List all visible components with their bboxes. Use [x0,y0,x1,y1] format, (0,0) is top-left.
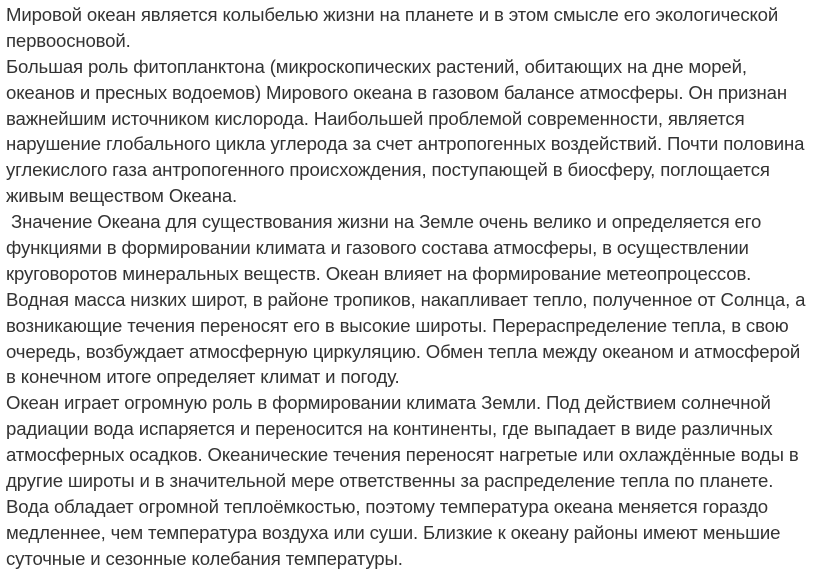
text-line: радиации вода испаряется и переносится на континенты, где выпадает в виде различных [6,418,773,440]
text-line: очередь, возбуждает атмосферную циркуляцию. Обмен тепла между океаном и атмосферой [6,340,801,362]
text-line: первоосновой. [6,29,131,51]
text-line: углекислого газа антропогенного происхождения, поступающей в биосферу, поглощается [6,159,770,181]
text-line: другие широты и в значительной мере ответственны за распределение тепла по планете. [6,470,774,492]
text-line: Вода обладает огромной теплоёмкостью, поэтому температура океана меняется гораздо [6,495,768,517]
text-line: круговоротов минеральных веществ. Океан влияет на формирование метеопроцессов. [6,262,752,284]
text-line: Значение Океана для существования жизни на Земле очень велико и определяется его [6,211,762,233]
text-line: суточные и сезонные колебания температуры. [6,547,403,569]
text-line: живым веществом Океана. [6,185,238,207]
paragraph-3 [6,209,828,390]
text-line: океанов и пресных водоемов) Мирового океана в газовом балансе атмосферы. Он признан [6,81,787,103]
paragraph-2 [6,54,828,209]
text-line: возникающие течения переносят его в высокие широты. Перераспределение тепла, в свою [6,314,789,336]
text-line: Мировой океан является колыбелью жизни на планете и в этом смысле его экологической [6,4,779,25]
text-line: медленнее, чем температура воздуха или суши. Близкие к океану районы имеют меньшие [6,521,781,543]
text-line: в конечном итоге определяет климат и погоду. [6,366,400,388]
text-line: нарушение глобального цикла углерода за счет антропогенных воздействий. Почти половина [6,133,805,155]
text-line: Океан играет огромную роль в формировании климата Земли. Под действием солнечной [6,392,771,414]
text-line: функциями в формировании климата и газового состава атмосферы, в осуществлении [6,237,749,259]
text-line: Водная масса низких широт, в районе тропиков, накапливает тепло, полученное от Солнца, а [6,288,806,310]
text-line: атмосферных осадков. Океанические течения переносят нагретые или охлаждённые воды в [6,444,799,466]
text-line: Большая роль фитопланктона (микроскопических растений, обитающих на дне морей, [6,55,747,77]
document-body [6,2,828,572]
text-line: важнейшим источником кислорода. Наибольшей проблемой современности, является [6,107,745,129]
paragraph-1 [6,2,828,54]
paragraph-4 [6,390,828,571]
